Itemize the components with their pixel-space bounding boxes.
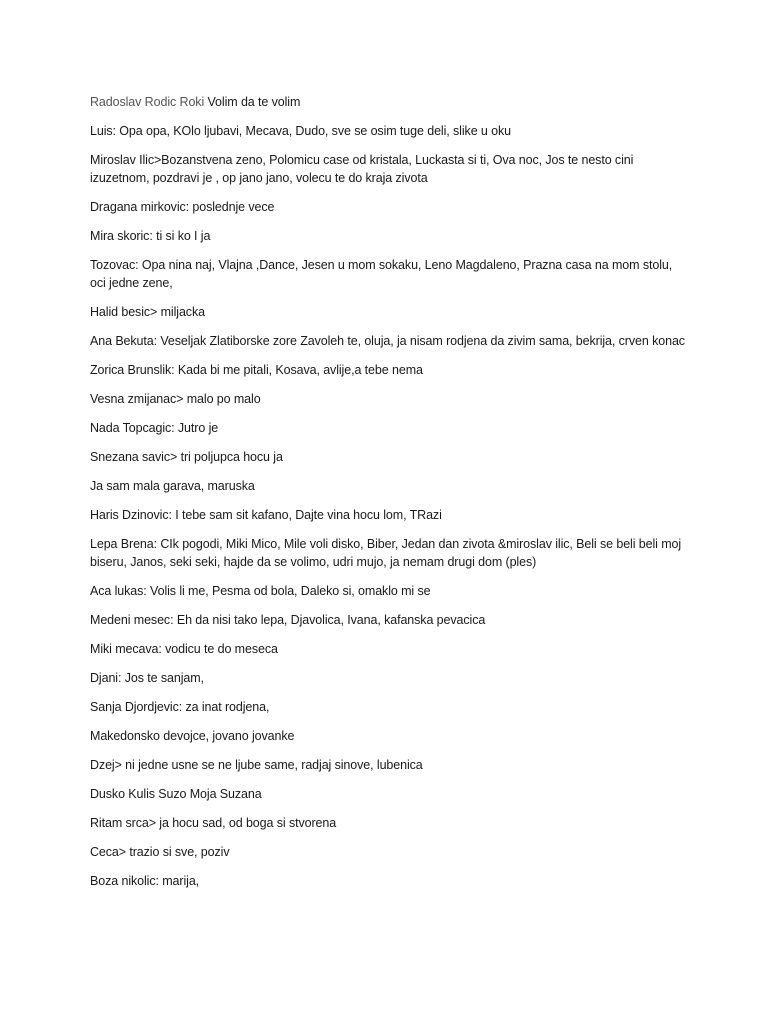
document-title-line: [90, 93, 690, 111]
paragraph: Vesna zmijanac> malo po malo: [90, 392, 261, 406]
paragraph: Miki mecava: vodicu te do meseca: [90, 642, 278, 656]
paragraph: Dragana mirkovic: poslednje vece: [90, 200, 275, 214]
paragraph: Dusko Kulis Suzo Moja Suzana: [90, 787, 262, 801]
paragraph: Mira skoric: ti si ko I ja: [90, 229, 211, 243]
paragraph: Nada Topcagic: Jutro je: [90, 421, 219, 435]
document-body: [90, 93, 690, 901]
paragraph: Aca lukas: Volis li me, Pesma od bola, Daleko si, omaklo mi se: [90, 584, 431, 598]
paragraph: Dzej> ni jedne usne se ne ljube same, radjaj sinove, lubenica: [90, 758, 423, 772]
paragraph: Ritam srca> ja hocu sad, od boga si stvorena: [90, 816, 337, 830]
paragraph: Tozovac: Opa nina naj, Vlajna ,Dance, Jesen u mom sokaku, Leno Magdaleno, Prazna casa na mom stolu, oci jedne zene,: [90, 258, 673, 290]
title-song: Volim da te volim: [207, 95, 301, 109]
paragraph: Haris Dzinovic: I tebe sam sit kafano, Dajte vina hocu lom, TRazi: [90, 508, 442, 522]
paragraph: Lepa Brena: CIk pogodi, Miki Mico, Mile voli disko, Biber, Jedan dan zivota &miroslav ilic, Beli se beli beli moj biseru, Janos, seki seki, hajde da se volimo, udri mujo, ja nemam drugi dom (ples): [90, 537, 682, 569]
paragraph: Snezana savic> tri poljupca hocu ja: [90, 450, 283, 464]
paragraph: Zorica Brunslik: Kada bi me pitali, Kosava, avlije,a tebe nema: [90, 363, 423, 377]
paragraph: Halid besic> miljacka: [90, 305, 205, 319]
paragraph: Ja sam mala garava, maruska: [90, 479, 255, 493]
paragraph: Ana Bekuta: Veseljak Zlatiborske zore Zavoleh te, oluja, ja nisam rodjena da zivim sama, bekrija, crven konac: [90, 334, 685, 348]
paragraph: Luis: Opa opa, KOlo ljubavi, Mecava, Dudo, sve se osim tuge deli, slike u oku: [90, 124, 511, 138]
paragraph: Medeni mesec: Eh da nisi tako lepa, Djavolica, Ivana, kafanska pevacica: [90, 613, 486, 627]
paragraph: Djani: Jos te sanjam,: [90, 671, 204, 685]
title-author: Radoslav Rodic Roki: [90, 95, 208, 109]
paragraph: Ceca> trazio si sve, poziv: [90, 845, 230, 859]
paragraph: Makedonsko devojce, jovano jovanke: [90, 729, 295, 743]
paragraph: Sanja Djordjevic: za inat rodjena,: [90, 700, 270, 714]
paragraph: Boza nikolic: marija,: [90, 874, 200, 888]
paragraph: Miroslav Ilic>Bozanstvena zeno, Polomicu case od kristala, Luckasta si ti, Ova noc, Jos te nesto cini izuzetnom, pozdravi je , op jano jano, volecu te do kraja zivota: [90, 153, 634, 185]
